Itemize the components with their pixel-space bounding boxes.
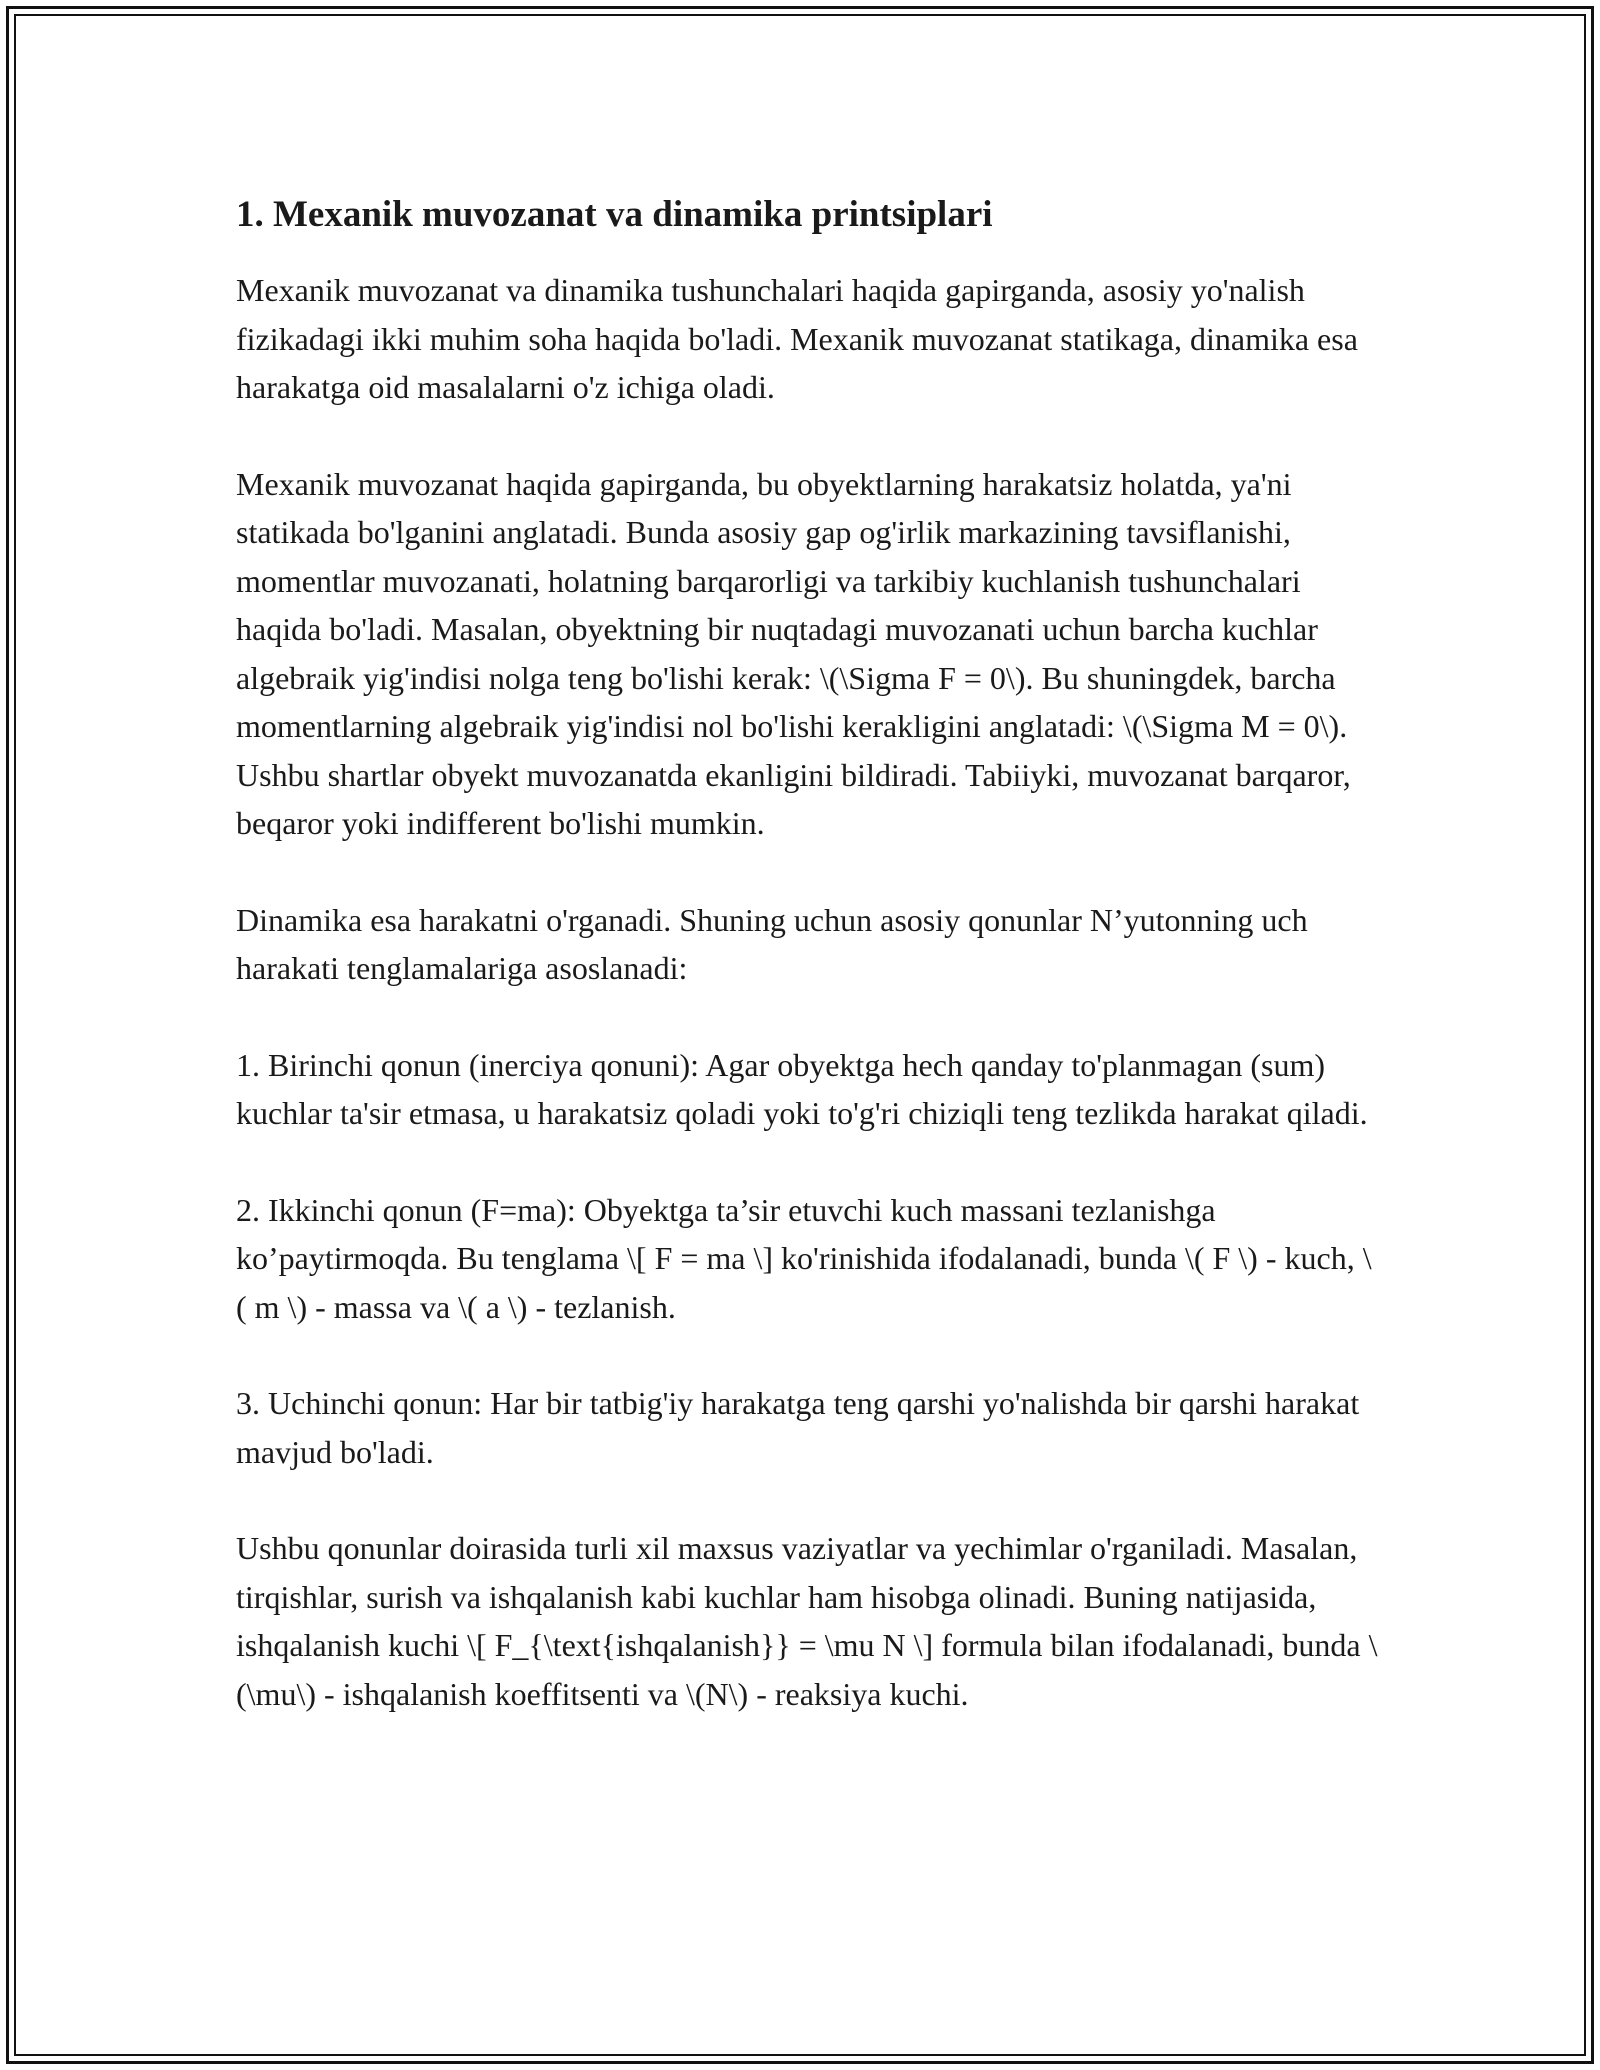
paragraph-third-law: 3. Uchinchi qonun: Har bir tatbig'iy harakatga teng qarshi yo'nalishda bir qarshi harakat mavjud bo'ladi.: [236, 1385, 1360, 1470]
document-body: [236, 186, 1381, 1718]
paragraph-second-law: 2. Ikkinchi qonun (F=ma): Obyektga ta’sir etuvchi kuch massani tezlanishga ko’paytirmoqda. Bu tenglama \[ F = ma \] ko'rinishida ifodalanadi, bunda \( F \) - kuch, \( m \) - massa va \( a \) - tezlanish.: [236, 1191, 1372, 1325]
paragraph-equilibrium: Mexanik muvozanat haqida gapirganda, bu obyektlarning harakatsiz holatda, ya'ni statikada bo'lganini anglatadi. Bunda asosiy gap og'irlik markazining tavsiflanishi, momentlar muvozanati, holatning barqarorligi va tarkibiy kuchlanish tushunchalari haqida bo'ladi. Masalan, obyektning bir nuqtadagi muvozanati uchun barcha kuchlar algebraik yig'indisi nolga teng bo'lishi kerak: \(\Sigma F = 0\). Bu shuningdek, barcha momentlarning algebraik yig'indisi nol bo'lishi kerakligini anglatadi: \(\Sigma M = 0\). Ushbu shartlar obyekt muvozanatda ekanligini bildiradi. Tabiiyki, muvozanat barqaror, beqaror yoki indifferent bo'lishi mumkin.: [236, 465, 1351, 841]
paragraph-friction: Ushbu qonunlar doirasida turli xil maxsus vaziyatlar va yechimlar o'rganiladi. Masalan, tirqishlar, surish va ishqalanish kabi kuchlar ham hisobga olinadi. Buning natijasida, ishqalanish kuchi \[ F_{\text{ishqalanish}} = \mu N \] formula bilan ifodalanadi, bunda \(\mu\) - ishqalanish koeffitsenti va \(N\) - reaksiya kuchi.: [236, 1530, 1378, 1712]
paragraph-dynamics-intro: Dinamika esa harakatni o'rganadi. Shuning uchun asosiy qonunlar N’yutonning uch harakati tenglamalariga asoslanadi:: [236, 901, 1308, 986]
paragraph-first-law: 1. Birinchi qonun (inerciya qonuni): Agar obyektga hech qanday to'planmagan (sum) kuchlar ta'sir etmasa, u harakatsiz qoladi yoki to'g'ri chiziqli teng tezlikda harakat qiladi.: [236, 1046, 1368, 1131]
section-heading: 1. Mexanik muvozanat va dinamika printsiplari: [236, 194, 993, 235]
paragraph-intro: Mexanik muvozanat va dinamika tushunchalari haqida gapirganda, asosiy yo'nalish fizikadagi ikki muhim soha haqida bo'ladi. Mexanik muvozanat statikaga, dinamika esa harakatga oid masalalarni o'z ichiga oladi.: [236, 272, 1358, 405]
